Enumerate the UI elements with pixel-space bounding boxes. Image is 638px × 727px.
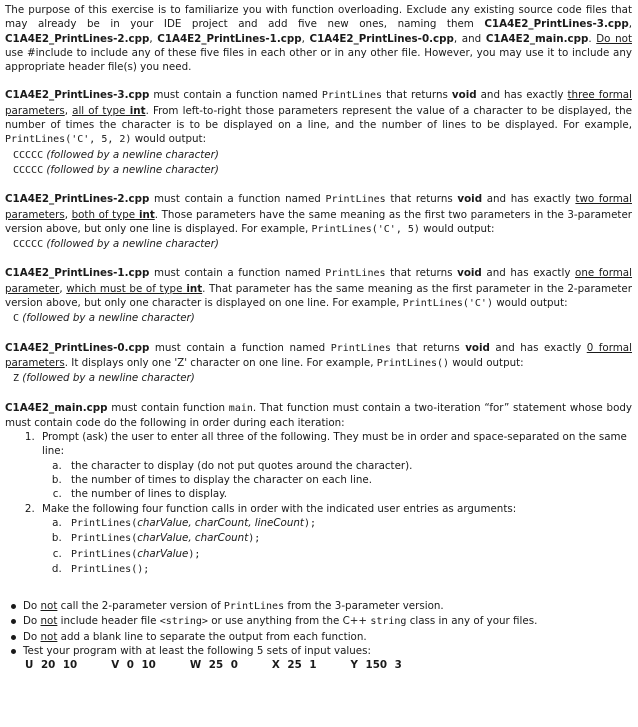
section-filename: C1A4E2_main.cpp (5, 401, 108, 414)
list-item: 1. Prompt (ask) the user to enter all three of the following. They must be in order and space-separated on the same line: a. the character to display (do not put quotes around the character). b. the number of times to display the character on each line. c. the number of lines to display. (38, 430, 632, 501)
prompt-items-list (42, 459, 632, 502)
list-item: b. the number of times to display the character on each line. (65, 473, 632, 487)
filename-printlines-3: C1A4E2_PrintLines-3.cpp (484, 18, 629, 31)
list-item: Test your program with at least the following 5 sets of input values: (23, 644, 632, 658)
filename-printlines-1: C1A4E2_PrintLines-1.cpp (157, 32, 302, 45)
function-name: PrintLines (321, 90, 383, 102)
printlines-3-paragraph: C1A4E2_PrintLines-3.cpp must contain a function named PrintLines that returns void and has exactly three formal parameters, all of type int. From left-to-right those parameters represent the value of a character to be displayed, the number of times the character is to be displayed on a line, and the number of lines to be displayed. For example, PrintLines('C', 5, 2) would output: (5, 89, 632, 146)
function-name: main (228, 402, 253, 414)
filename-main: C1A4E2_main.cpp (485, 32, 589, 45)
requirements-list (5, 599, 632, 658)
intro-paragraph: The purpose of this exercise is to familiarize you with function overloading. Exclude any existing source code files that may already be in your IDE project and add five new ones, naming them C1A4E2_PrintLines-3.cpp, C1A4E2_PrintLines-2.cpp, C1A4E2_PrintLines-1.cpp, C1A4E2_PrintLines-0.cpp, and C1A4E2_main.cpp. Do not use #include to include any of these five files in each other or in any other file. However, you may use it to include any appropriate header file(s) you need. (5, 4, 632, 74)
example-call: PrintLines('C', 5, 2) (5, 134, 132, 146)
output-line: CCCCC (followed by a newline character) (13, 238, 219, 251)
test-values (5, 658, 632, 672)
example-call: PrintLines('C', 5) (311, 223, 420, 235)
list-item: d. PrintLines(); (65, 562, 632, 577)
example-output (9, 371, 632, 386)
printlines-2-paragraph: C1A4E2_PrintLines-2.cpp must contain a function named PrintLines that returns void and has exactly two formal parameters, both of type int. Those parameters have the same meaning as the first two parameters in the 3-parameter version above, but only one line is displayed. For example, PrintLines('C', 5) would output: (5, 193, 633, 235)
test-value: Y 150 3 (350, 659, 402, 672)
section-filename: C1A4E2_PrintLines-2.cpp (5, 193, 150, 206)
test-value: V 0 10 (111, 659, 156, 672)
section-filename: C1A4E2_PrintLines-3.cpp (5, 89, 150, 102)
filename-printlines-2: C1A4E2_PrintLines-2.cpp (5, 32, 150, 45)
example-call: PrintLines() (376, 357, 450, 369)
list-item: c. the number of lines to display. (65, 487, 632, 501)
test-value: W 25 0 (189, 659, 238, 672)
list-item: a. PrintLines(charValue, charCount, lineCount); (65, 516, 632, 531)
section-printlines-2 (5, 192, 632, 252)
example-output (9, 237, 632, 252)
test-value: X 25 1 (271, 659, 317, 672)
list-item: Do not include header file <string> or use anything from the C++ string class in any of your files. (23, 614, 632, 629)
section-printlines-0 (5, 341, 632, 387)
do-not-emphasis: Do not (596, 32, 632, 45)
filename-printlines-0: C1A4E2_PrintLines-0.cpp (309, 32, 454, 45)
section-printlines-1 (5, 266, 632, 326)
output-line: CCCCC (followed by a newline character) (13, 148, 219, 161)
function-name: PrintLines (325, 194, 386, 206)
list-item: Do not add a blank line to separate the output from each function. (23, 630, 632, 644)
example-output (9, 148, 632, 179)
function-calls-list (42, 516, 632, 577)
section-main (5, 401, 632, 578)
function-name: PrintLines (330, 342, 391, 354)
list-item: Do not call the 2-parameter version of PrintLines from the 3-parameter version. (23, 599, 632, 614)
function-name: PrintLines (325, 268, 386, 280)
section-filename: C1A4E2_PrintLines-1.cpp (5, 267, 150, 280)
list-item: a. the character to display (do not put quotes around the character). (65, 459, 632, 473)
section-printlines-3 (5, 88, 632, 178)
intro-text: The purpose of this exercise is to familiarize you with function overloading. Exclude any existing source code files that may already be in your IDE project and add five new ones, naming them (5, 4, 632, 31)
test-value: U 20 10 (25, 659, 78, 672)
main-paragraph: C1A4E2_main.cpp must contain function main. That function must contain a two-iteration “for” statement whose body must contain code do the following in order during each iteration: (5, 401, 632, 429)
section-filename: C1A4E2_PrintLines-0.cpp (5, 341, 150, 354)
main-steps-list (5, 430, 632, 577)
example-call: PrintLines('C') (402, 298, 493, 310)
output-line: CCCCC (followed by a newline character) (13, 163, 219, 176)
printlines-0-paragraph: C1A4E2_PrintLines-0.cpp must contain a function named PrintLines that returns void and has exactly 0 formal parameters. It displays only one 'Z' character on one line. For example, PrintLines() would output: (5, 341, 632, 369)
printlines-1-paragraph: C1A4E2_PrintLines-1.cpp must contain a function named PrintLines that returns void and has exactly one formal parameter, which must be of type int. That parameter has the same meaning as the first parameter in the 2-parameter version above, but only one character is displayed on one line. For example, PrintLines('C') would output: (5, 267, 633, 310)
output-line: C (followed by a newline character) (13, 312, 195, 325)
list-item: 2. Make the following four function calls in order with the indicated user entries as arguments: a. PrintLines(charValue, charCount, lineCount); b. PrintLines(charValue, charCount); c. PrintLines(charValue); d. PrintLines(); (38, 502, 632, 577)
list-item: b. PrintLines(charValue, charCount); (65, 531, 632, 546)
example-output (9, 311, 632, 326)
list-item: c. PrintLines(charValue); (65, 547, 632, 562)
output-line: Z (followed by a newline character) (13, 372, 195, 385)
